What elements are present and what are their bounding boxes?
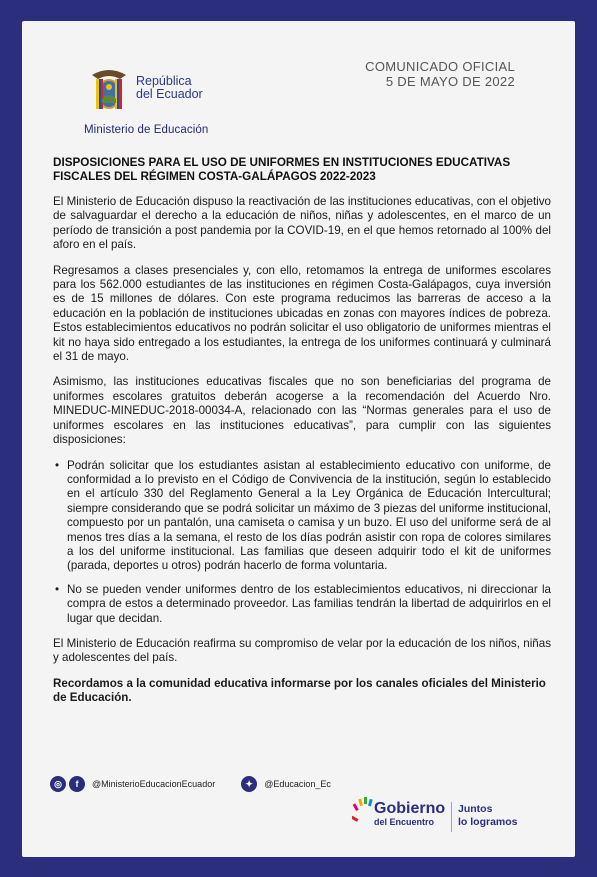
paragraph: Asimismo, las instituciones educativas fiscales que no son beneficiarias del programa de uniformes escolares gratuitos deberán acogerse a la recomendación del Acuerdo Nro. MINEDUC-MINEDUC-2018-00034-A, relacionado con las “Normas generales para el uso de uniformes escolares en las instituciones educativas”, para cumplir con las siguientes disposiciones: [53,375,551,447]
gobierno-divider [451,802,452,832]
document-title: DISPOSICIONES PARA EL USO DE UNIFORMES EN INSTITUCIONES EDUCATIVAS FISCALES DEL RÉGIMEN COSTA-GALÁPAGOS 2022-2023 [53,156,511,183]
closing-bold-paragraph: Recordamos a la comunidad educativa informarse por los canales oficiales del Ministerio de Educación. [53,676,546,705]
republica-line-1: República [136,74,192,88]
slogan-line-1: Juntos [458,803,493,815]
twitter-icon[interactable]: ✦ [241,776,257,792]
gobierno-rays-icon [352,794,374,830]
document-page [22,21,575,857]
comunicado-title: COMUNICADO OFICIAL [365,59,515,74]
social-footer [50,775,331,793]
closing-paragraph: El Ministerio de Educación reafirma su compromiso de velar por la educación de los niños, niñas y adolescentes del país. [53,636,551,665]
republica-line-2: del Ecuador [136,87,203,101]
republica-text [136,75,203,101]
slogan-line-2: lo logramos [458,816,518,828]
list-item: • Podrán solicitar que los estudiantes asistan al establecimiento educativo con uniforme, de conformidad a lo previsto en el Código de Convivencia de la institución, según lo establecido en el artículo 330 del Reglamento General a la Ley Orgánica de Educación Intercultural; siempre considerando que se podrá solicitar un máximo de 3 piezas del uniforme institucional, compuesto por un pantalón, una camiseta o camisa y un buzo. El uso del uniforme será de al menos tres días a la semana, el resto de los días podrán asistir con ropa de colores similares a los del uniforme institucional. Las familias que deseen adquirir todo el kit de uniformes (parada, deportes u otros) podrán hacerlo de forma voluntaria. [67,459,551,574]
comunicado-header [365,59,515,89]
social-handle-link[interactable]: @MinisterioEducacionEcuador [92,779,216,789]
gobierno-sub: del Encuentro [374,817,435,827]
dispositions-list [53,459,551,626]
comunicado-date: 5 DE MAYO DE 2022 [385,74,515,89]
facebook-icon[interactable]: f [69,776,85,792]
paragraph: El Ministerio de Educación dispuso la reactivación de las instituciones educativas, con el objetivo de salvaguardar el derecho a la educación de niños, niñas y adolescentes, en el marco de un período de transición a post pandemia por la COVID-19, en el que hemos retornado al 100% del aforo en el país. [53,195,551,252]
instagram-icon[interactable]: ◎ [50,776,66,792]
ecuador-coat-of-arms-icon [90,67,128,115]
document-body [53,195,551,717]
list-item: • No se pueden vender uniformes dentro de los establecimientos educativos, ni direccionar la compra de estos a determinado proveedor. Las familias tendrán la libertad de adquirirlos en el lugar que decidan. [67,583,551,626]
gobierno-logo [352,794,552,844]
gobierno-slogan [458,803,518,829]
twitter-handle-link[interactable]: @Educacion_Ec [264,779,331,789]
paragraph: Regresamos a clases presenciales y, con ello, retomamos la entrega de uniformes escolares para los 562.000 estudiantes de las instituciones en régimen Costa-Galápagos, cuya inversión es de 15 millones de dólares. Con este programa reducimos las barreras de acceso a la educación en la población de instituciones ubicadas en zonas con mayores índices de pobreza. Estos establecimientos educativos no podrán solicitar el uso obligatorio de uniformes mientras el kit no haya sido entregado a los estudiantes, la entrega de los uniformes continuará y culminará el 31 de mayo. [53,263,551,364]
ministerio-label: Ministerio de Educación [84,124,209,136]
gobierno-word: Gobierno [374,800,446,817]
